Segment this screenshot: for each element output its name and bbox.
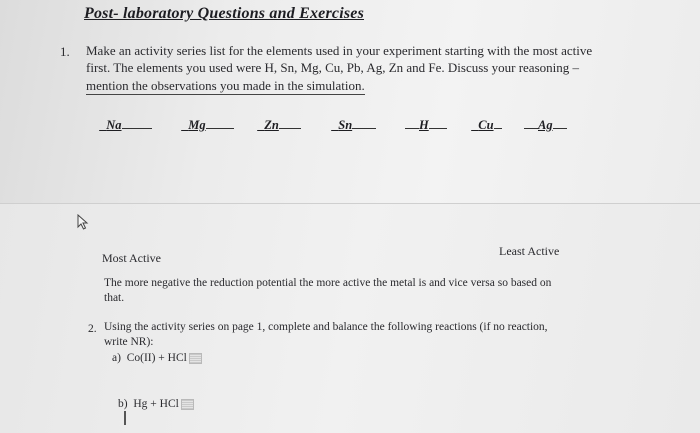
question-2-number: 2. bbox=[88, 323, 97, 335]
question-1-number: 1. bbox=[60, 44, 70, 59]
series-item: _Cu bbox=[472, 118, 502, 133]
question-2-line-2: write NR): bbox=[104, 336, 154, 348]
series-item: H bbox=[405, 118, 447, 133]
reasoning-line-1: The more negative the reduction potential the more active the metal is and vice versa so based on bbox=[104, 277, 552, 289]
answer-placeholder-icon[interactable] bbox=[181, 399, 194, 410]
text-cursor-mark bbox=[124, 411, 126, 425]
answer-placeholder-icon[interactable] bbox=[189, 353, 202, 364]
activity-series-list bbox=[100, 118, 600, 136]
reasoning-line-2: that. bbox=[104, 292, 125, 304]
least-active-label: Least Active bbox=[499, 244, 560, 258]
series-item: _Na bbox=[100, 118, 152, 133]
series-item: _Mg bbox=[182, 118, 234, 133]
reaction-b-text: Hg + HCl bbox=[133, 398, 179, 410]
mouse-pointer-icon bbox=[76, 214, 92, 230]
reaction-b-label: b) bbox=[118, 398, 128, 410]
question-2-line-1: Using the activity series on page 1, complete and balance the following reactions (if no reaction, bbox=[104, 321, 548, 333]
series-item: Ag bbox=[524, 118, 567, 133]
series-item: _Zn bbox=[258, 118, 301, 133]
reaction-a-label: a) bbox=[112, 352, 121, 364]
series-item: _Sn bbox=[332, 118, 376, 133]
most-active-label: Most Active bbox=[102, 251, 161, 265]
reaction-a-text: Co(II) + HCl bbox=[126, 352, 187, 364]
reaction-a bbox=[112, 351, 202, 365]
reaction-b bbox=[118, 397, 194, 411]
question-1-line-1: Make an activity series list for the elements used in your experiment starting with the most active bbox=[86, 43, 593, 58]
lower-page-area bbox=[0, 203, 700, 433]
page-title: Post- laboratory Questions and Exercises bbox=[84, 5, 365, 22]
question-1-line-2: first. The elements you used were H, Sn, Mg, Cu, Pb, Ag, Zn and Fe. Discuss your reasoning – bbox=[86, 60, 579, 75]
question-1-line-3: mention the observations you made in the simulation. bbox=[86, 78, 365, 93]
